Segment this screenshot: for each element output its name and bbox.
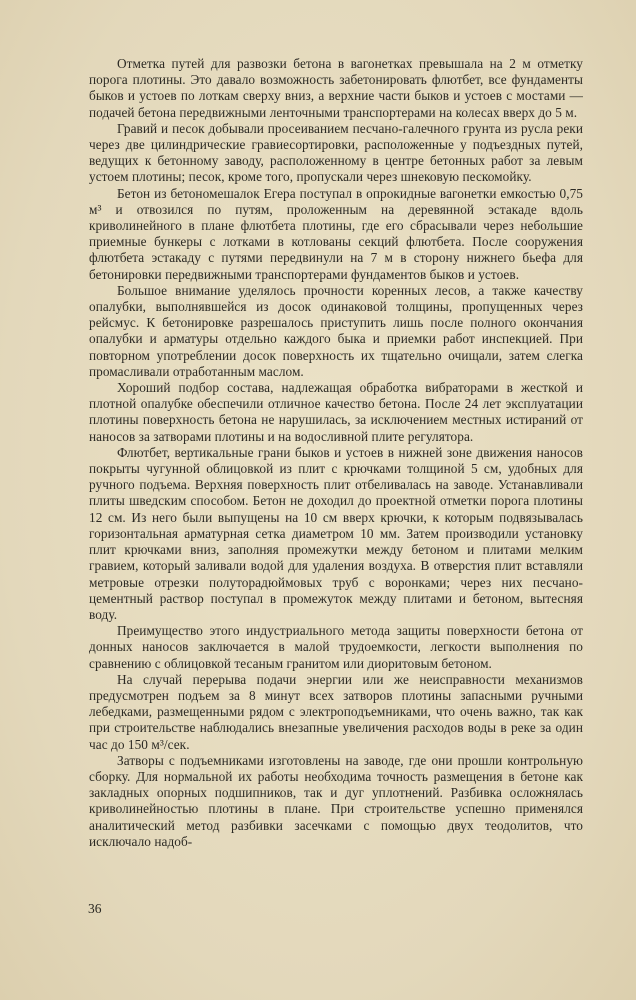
paragraph-3: Бетон из бетономешалок Егера поступал в опрокидные вагонетки емкостью 0,75 м³ и отвозился по путям, проложенным на деревянной эстакаде вдоль криволинейного в плане флютбета плотины, где его сбрасывали через небольшие приемные бункеры с лотками в котлованы секций флютбета. После сооружения флютбета эстакаду с путями передвинули на 7 м в сторону нижнего бьефа для бетонировки передвижными транспортерами фундаментов быков и устоев. <box>89 185 583 282</box>
paragraph-2: Гравий и песок добывали просеиванием песчано-галечного грунта из русла реки через две цилиндрические гравиесортировки, расположенные у подъездных путей, ведущих к бетонному заводу, расположенному в центре бетонных работ за левым устоем плотины; песок, кроме того, пропускали через шнековую пескомойку. <box>89 120 583 185</box>
page-number: 36 <box>88 901 102 916</box>
paragraph-9: Затворы с подъемниками изготовлены на заводе, где они прошли контрольную сборку. Для нормальной их работы необходима точность размещения в бетоне как закладных опорных подшипников, так и дуг уплотнений. Разбивка осложнялась криволинейностью плотины в плане. При строительстве успешно применялся аналитический метод разбивки засечками с помощью двух теодолитов, что исключало надоб- <box>89 752 583 849</box>
paragraph-7: Преимущество этого индустриального метода защиты поверхности бетона от донных наносов заключается в малой трудоемкости, легкости выполнения по сравнению с облицовкой тесаным гранитом или диоритовым бетоном. <box>89 623 583 671</box>
paragraph-4: Большое внимание уделялось прочности коренных лесов, а также качеству опалубки, выполнявшейся из досок одинаковой толщины, пропущенных через рейсмус. К бетонировке разрешалось приступить лишь после полного окончания опалубки и арматуры отдельно каждого быка и приемки работ инспекцией. При повторном употреблении досок поверхность их тщательно очищали, затем слегка промасливали отработанным маслом. <box>89 282 583 379</box>
body-text <box>89 56 583 850</box>
paragraph-1: Отметка путей для развозки бетона в вагонетках превышала на 2 м отметку порога плотины. Это давало возможность забетонировать флютбет, все фундаменты быков и устоев по лоткам сверху вниз, а верхние части быков и устоев с мостами — подачей бетона передвижными ленточными транспортерами на колесах вверх до 5 м. <box>89 56 583 120</box>
paragraph-8: На случай перерыва подачи энергии или же неисправности механизмов предусмотрен подъем за 8 минут всех затворов плотины запасными ручными лебедками, размещенными рядом с электроподъемниками, что очень важно, так как при строительстве наблюдались внезапные увеличения расходов воды в реке за один час до 150 м³/сек. <box>89 671 583 752</box>
paragraph-5: Хороший подбор состава, надлежащая обработка вибраторами в жесткой и плотной опалубке обеспечили отличное качество бетона. После 24 лет эксплуатации плотины поверхность бетона не нарушилась, за исключением местных истираний от наносов за затворами плотины и на водосливной плите регулятора. <box>89 380 583 444</box>
paragraph-6: Флютбет, вертикальные грани быков и устоев в нижней зоне движения наносов покрыты чугунной облицовкой из плит с крючками толщиной 5 см, удобных для ручного подъема. Верхняя поверхность плит отбеливалась на заводе. Устанавливали плиты шведским способом. Бетон не доходил до проектной отметки порога плотины 12 см. Из него были выпущены на 10 см вверх крючки, к которым подвязывалась горизонтальная арматурная сетка диаметром 10 мм. Затем производили установку плит крючками вниз, заполняя промежутки между бетоном и плитами мелким гравием, который заливали водой для удаления воздуха. В отверстия плит вставляли метровые отрезки полуторадюймовых труб с воронками; через них песчано-цементный раствор поступал в промежуток между плитами и бетоном, вытесняя воду. <box>89 444 583 622</box>
